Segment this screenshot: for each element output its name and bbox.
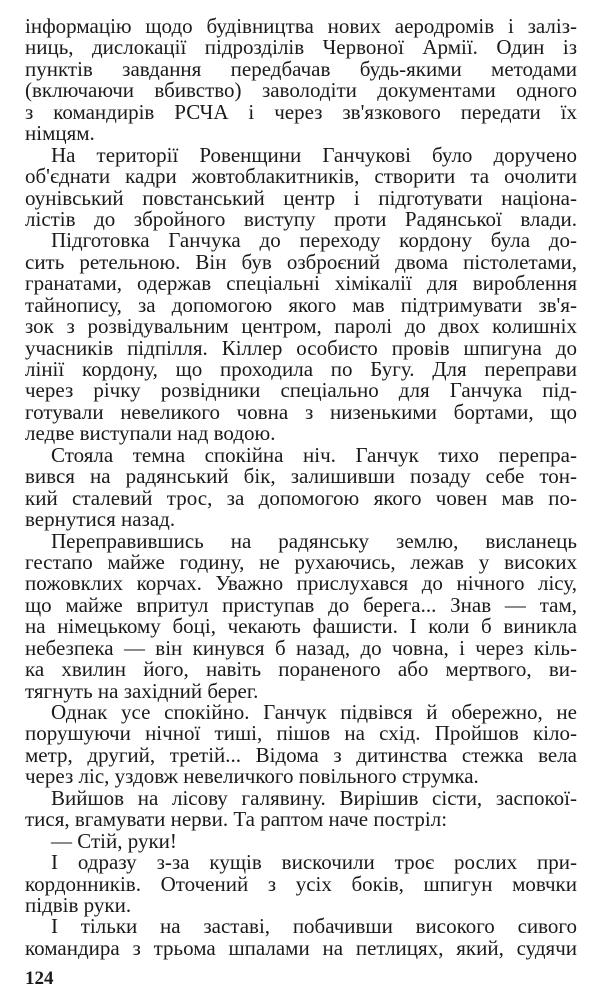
- text-line: кий сталевий трос, за допомогою якого човен мав по-: [25, 485, 577, 510]
- text-line: Вийшов на лісову галявину. Вирішив сісти, заспокої-: [51, 785, 577, 810]
- text-line: Підготовка Ганчука до переходу кордону була до-: [51, 228, 577, 253]
- text-line: гестапо майже годину, не рухаючись, лежав у високих: [25, 549, 577, 574]
- text-line: тайнопису, за допомогою якого мав підтримувати зв'я-: [25, 292, 577, 317]
- text-line: пунктів завдання передбачав будь-якими методами: [25, 56, 577, 81]
- text-line: оунівський повстанський центр і підготувати націона-: [25, 185, 577, 210]
- text-line: підвів руки.: [25, 892, 132, 917]
- text-line: На території Ровенщини Ганчукові було доручено: [51, 142, 577, 167]
- text-line: з командирів РСЧА і через зв'язкового передати їх: [25, 99, 577, 124]
- text-line: командира з трьома шпалами на петлицях, який, судячи: [25, 935, 577, 960]
- text-line: сить ретельною. Він був озброєний двома пістолетами,: [25, 249, 577, 274]
- text-line: ка хвилин його, навіть пораненого або мертвого, ви-: [25, 657, 577, 682]
- text-line: ледве виступали над водою.: [25, 421, 276, 446]
- text-line: гранатами, одержав спеціальні хімікалії для вироблення: [25, 271, 577, 296]
- page-number: 124: [25, 968, 54, 989]
- text-line: кордонників. Оточений з усіх боків, шпигун мовчки: [25, 871, 577, 896]
- text-line: через річку розвідники спеціально для Ганчука під-: [25, 378, 577, 403]
- text-line: через ліс, уздовж невеличкого повільного струмка.: [25, 764, 479, 789]
- text-line: тягнуть на західний берег.: [25, 678, 259, 703]
- page-body-text: [25, 16, 577, 959]
- text-line: німцям.: [25, 121, 95, 146]
- text-line: зок з розвідувальним центром, паролі до двох колишніх: [25, 314, 577, 339]
- text-line: метр, другий, третій... Відома з дитинства стежка вела: [25, 742, 577, 767]
- text-line: готували невеликого човна з низенькими бортами, що: [25, 399, 577, 424]
- text-line: учасників підпілля. Кіллер особисто провів шпигуна до: [25, 335, 577, 360]
- text-line: вився на радянський бік, залишивши позаду себе тон-: [25, 464, 577, 489]
- text-line: І одразу з-за кущів вискочили троє рослих при-: [51, 850, 577, 875]
- text-line: лінії кордону, що проходила по Бугу. Для переправи: [25, 357, 577, 381]
- text-line: Стояла темна спокійна ніч. Ганчук тихо перепра-: [51, 442, 577, 467]
- text-line: що майже впритул приступав до берега... Знав — там,: [25, 592, 577, 617]
- text-line: на німецькому боці, чекають фашисти. І коли б виникла: [25, 614, 577, 639]
- text-line: ниць, дислокації підрозділів Червоної Армії. Один із: [25, 35, 577, 60]
- text-line: об'єднати кадри жовтоблакитників, створити та очолити: [25, 164, 577, 189]
- text-line: — Стій, руки!: [51, 828, 177, 853]
- text-line: порушуючи нічної тиші, пішов на схід. Пройшов кіло-: [25, 721, 577, 746]
- text-line: інформацію щодо будівництва нових аеродромів і заліз-: [25, 14, 577, 38]
- text-line: небезпека — він кинувся б назад, до човна, і через кіль-: [25, 635, 577, 660]
- text-line: Однак усе спокійно. Ганчук підвівся й обережно, не: [51, 700, 577, 724]
- text-line: Переправившись на радянську землю, висланець: [51, 528, 577, 553]
- text-line: пожовклих корчах. Уважно прислухався до нічного лісу,: [25, 571, 577, 596]
- text-line: (включаючи вбивство) заволодіти документами одного: [25, 78, 577, 103]
- text-line: лістів до збройного виступу проти Радянської влади.: [25, 206, 577, 231]
- text-line: І тільки на заставі, побачивши високого сивого: [51, 914, 577, 939]
- text-line: тися, вгамувати нерви. Та раптом наче постріл:: [25, 807, 448, 832]
- text-line: вернутися назад.: [25, 507, 176, 532]
